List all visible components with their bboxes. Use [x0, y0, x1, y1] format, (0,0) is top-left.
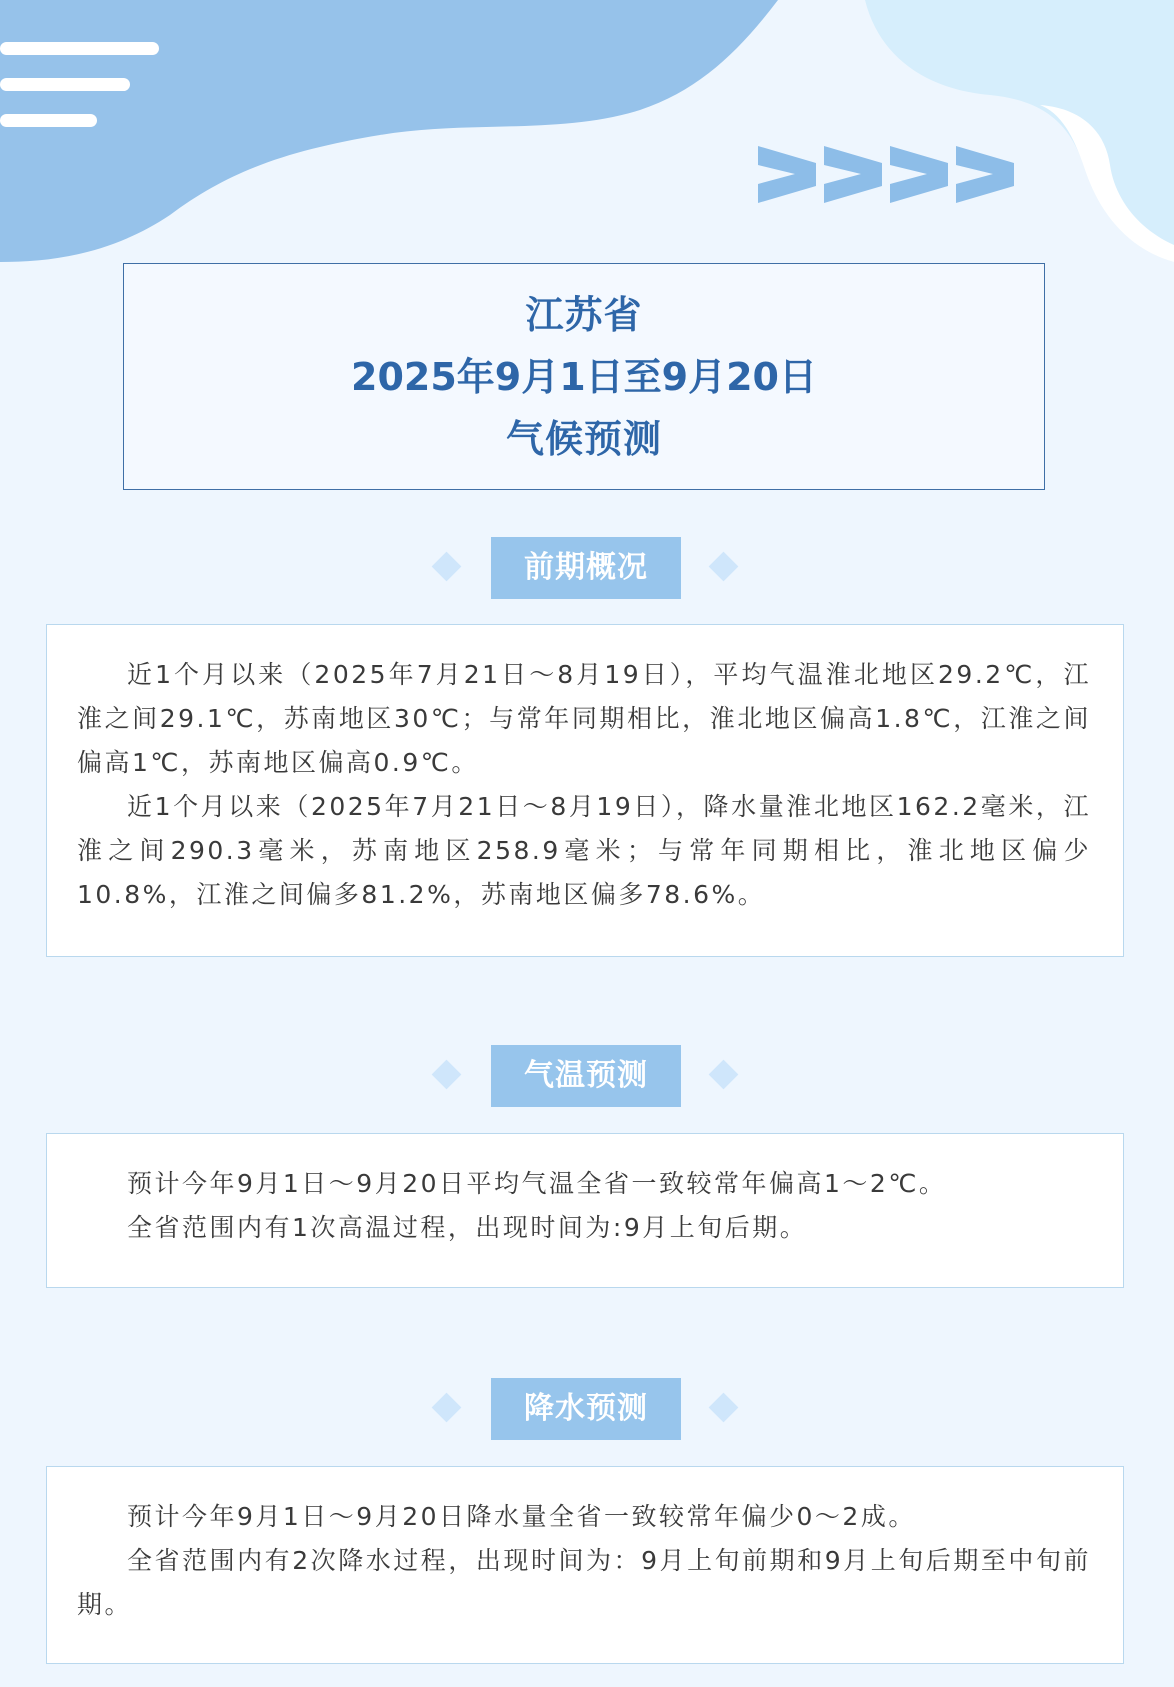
title-box [123, 263, 1045, 490]
title-subject: 气候预测 [505, 416, 662, 461]
decor-line [0, 114, 97, 127]
paragraph: 预计今年9月1日～9月20日降水量全省一致较常年偏少0～2成。 [127, 1502, 916, 1531]
diamond-icon [432, 1393, 462, 1423]
paragraph: 预计今年9月1日～9月20日平均气温全省一致较常年偏高1～2℃。 [127, 1169, 947, 1198]
section-header-overview [0, 537, 1174, 599]
section-title: 气温预测 [491, 1045, 681, 1107]
decor-line [0, 78, 130, 91]
section-title: 降水预测 [491, 1378, 681, 1440]
diamond-icon [709, 1060, 739, 1090]
header-wave-decoration [0, 0, 1174, 270]
title-region: 江苏省 [525, 292, 643, 337]
paragraph: 近1个月以来（2025年7月21日～8月19日），平均气温淮北地区29.2℃，江淮之间29.1℃，苏南地区30℃；与常年同期相比，淮北地区偏高1.8℃，江淮之间偏高1℃，苏南地区偏高0.9℃。 [77, 660, 1091, 777]
section-card-precipitation [46, 1466, 1124, 1664]
section-card-overview [46, 624, 1124, 957]
diamond-icon [709, 1393, 739, 1423]
section-header-precipitation [0, 1378, 1174, 1440]
decor-line [0, 42, 159, 55]
paragraph: 近1个月以来（2025年7月21日～8月19日），降水量淮北地区162.2毫米，江淮之间290.3毫米，苏南地区258.9毫米；与常年同期相比，淮北地区偏少10.8%，江淮之间偏多81.2%，苏南地区偏多78.6%。 [77, 792, 1091, 909]
diamond-icon [709, 552, 739, 582]
paragraph: 全省范围内有2次降水过程，出现时间为：9月上旬前期和9月上旬后期至中旬前期。 [77, 1546, 1091, 1619]
section-header-temperature [0, 1045, 1174, 1107]
diamond-icon [432, 1060, 462, 1090]
section-card-temperature [46, 1133, 1124, 1288]
title-date-range: 2025年9月1日至9月20日 [351, 354, 817, 399]
paragraph: 全省范围内有1次高温过程，出现时间为:9月上旬后期。 [127, 1213, 808, 1242]
section-title: 前期概况 [491, 537, 681, 599]
diamond-icon [432, 552, 462, 582]
